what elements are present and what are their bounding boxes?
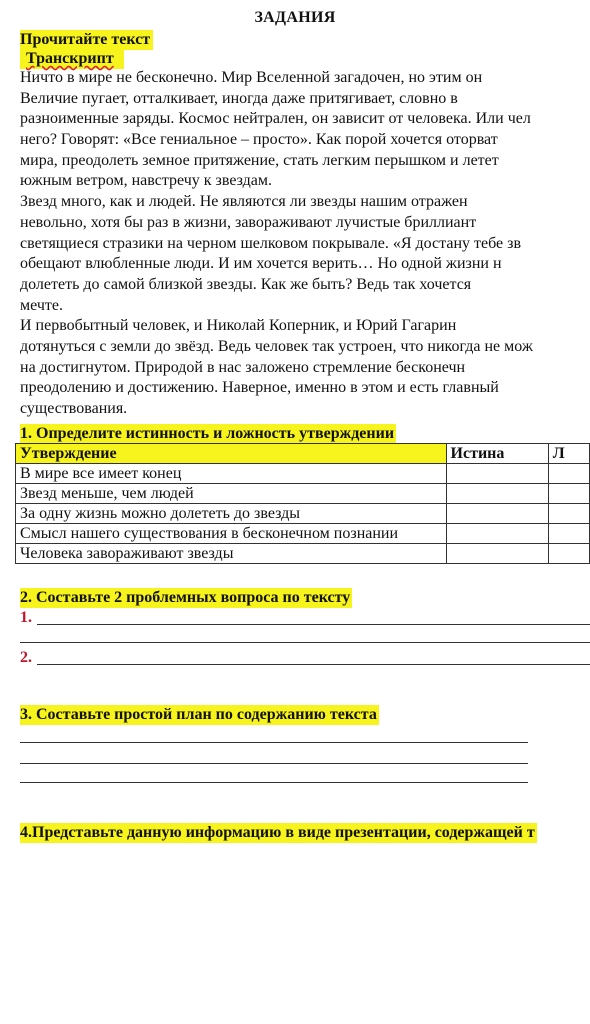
text-line: светящиеся стразики на черном шелковом покрывале. «Я достану тебе зв [20,234,522,252]
text-line: Звезд много, как и людей. Не являются ли звезды нашим отражен [20,193,468,211]
true-answer-cell[interactable] [446,504,548,524]
plan-line-3[interactable] [20,782,528,783]
false-answer-cell[interactable] [548,544,589,564]
table-row [16,464,590,484]
task2-title: 2. Составьте 2 проблемных вопроса по тексту [20,589,351,606]
answer-line-2[interactable] [37,664,590,665]
statement-cell: В мире все имеет конец [16,464,447,484]
text-line: мира, преодолеть земное притяжение, стать легким перышком и летет [20,151,499,169]
text-line: него? Говорят: «Все гениальное – просто». Как порой хочется оторват [20,131,498,149]
false-answer-cell[interactable] [548,464,589,484]
truth-table [15,443,590,564]
question-number-2: 2. [20,649,32,666]
table-row [16,484,590,504]
text-line: мечте. [20,296,63,314]
table-row [16,544,590,564]
true-answer-cell[interactable] [446,524,548,544]
text-line: долететь до самой близкой звезды. Как же быть? Ведь так хочется [20,275,472,293]
task4-title: 4.Представьте данную информацию в виде презентации, содержащей т [20,824,535,841]
false-answer-cell[interactable] [548,484,589,504]
header-statement: Утверждение [16,444,447,464]
statement-cell: За одну жизнь можно долететь до звезды [16,504,447,524]
text-line: И первобытный человек, и Николай Коперник, и Юрий Гагарин [20,317,457,335]
text-line: южным ветром, навстречу к звездам. [20,172,273,190]
true-answer-cell[interactable] [446,544,548,564]
text-line: обещают влюбленные люди. И им хочется верить… Но одной жизни н [20,255,502,273]
transcript-label: Транскрипт [26,50,114,67]
text-line: разноименные заряды. Космос нейтрален, он зависит от человека. Или чел [20,110,531,128]
instruction-transcript [20,49,124,69]
answer-line-1[interactable] [37,624,590,625]
text-line: существования. [20,400,128,417]
statement-cell: Смысл нашего существования в бесконечном познании [16,524,447,544]
header-true: Истина [446,444,548,464]
text-line: Ничто в мире не бесконечно. Мир Вселенной загадочен, но этим он [20,69,483,86]
header-false: Л [548,444,589,464]
page-title: ЗАДАНИЯ [254,9,336,26]
true-answer-cell[interactable] [446,484,548,504]
plan-line-2[interactable] [20,763,528,764]
answer-line-1b[interactable] [20,642,590,643]
true-answer-cell[interactable] [446,464,548,484]
task3-title: 3. Составьте простой план по содержанию текста [20,706,377,723]
text-line: дотянуться с земли до звёзд. Ведь человек так устроен, что никогда не мож [20,337,533,355]
task1-title: 1. Определите истинность и ложность утверждении [20,425,395,442]
text-line: на достигнутом. Природой в нас заложено стремление бесконечн [20,358,466,376]
instruction-read-text: Прочитайте текст [20,30,153,50]
text-line: Величие пугает, отталкивает, иногда даже притягивает, словно в [20,89,458,107]
reading-text [20,68,590,420]
text-line: преодолению и достижению. Наверное, именно в этом и есть главный [20,379,499,397]
false-answer-cell[interactable] [548,504,589,524]
false-answer-cell[interactable] [548,524,589,544]
table-row [16,524,590,544]
table-row [16,504,590,524]
text-line: невольно, хотя бы раз в жизни, завораживают лучистые бриллиант [20,213,477,231]
plan-line-1[interactable] [20,742,528,743]
statement-cell: Человека завораживают звезды [16,544,447,564]
question-number-1: 1. [20,609,32,626]
statement-cell: Звезд меньше, чем людей [16,484,447,504]
